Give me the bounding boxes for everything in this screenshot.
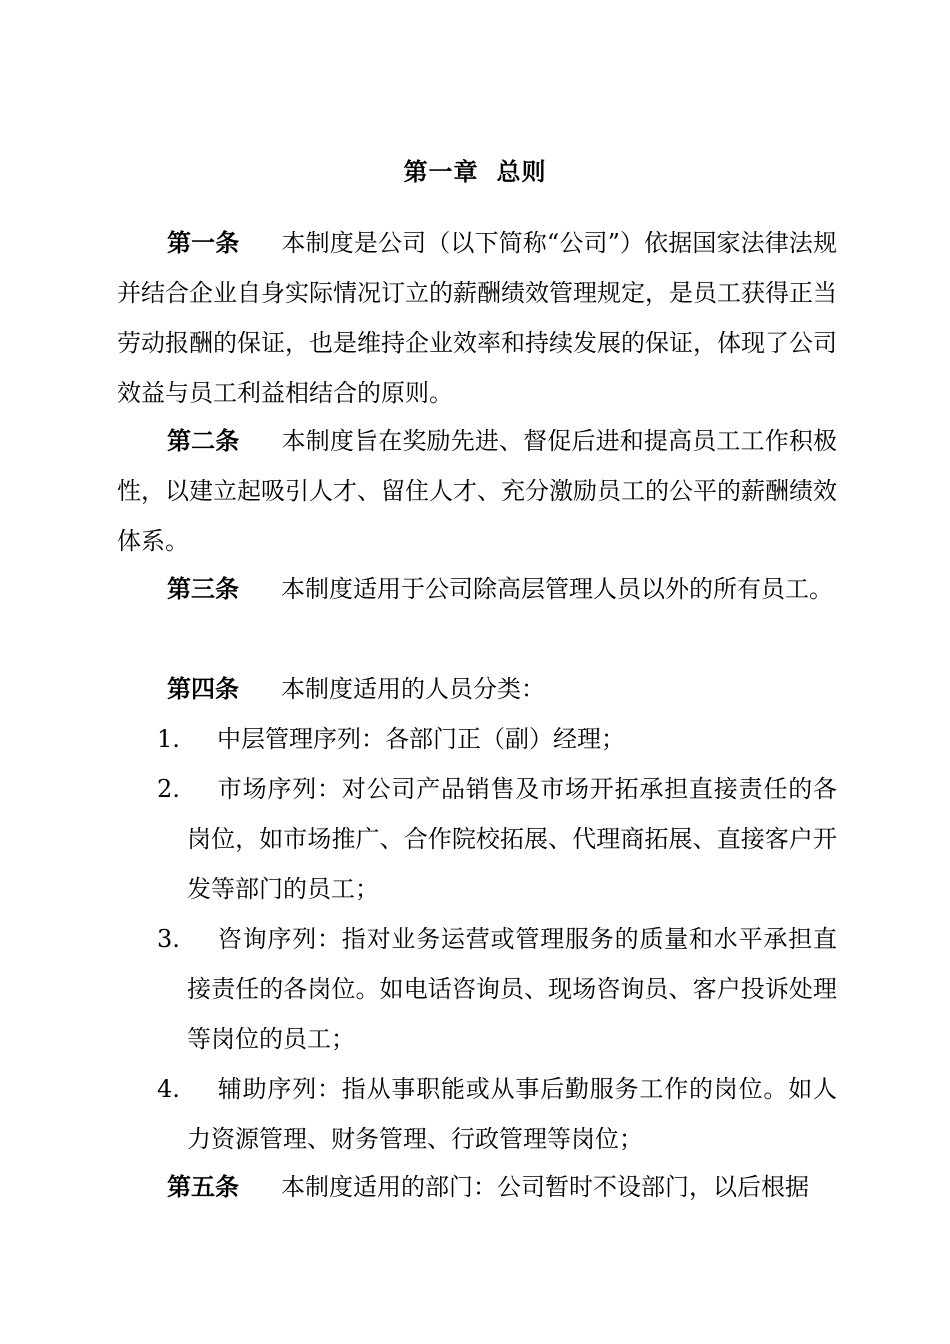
chapter-title	[0, 152, 950, 187]
list-item-text: 中层管理序列：各部门正（副）经理；	[217, 725, 625, 753]
article-number: 第一条	[167, 228, 240, 257]
article-2	[117, 416, 837, 566]
list-item	[157, 764, 837, 914]
list-marker: 3.	[157, 925, 180, 953]
article-number: 第五条	[167, 1172, 239, 1201]
list-item-text: 咨询序列：指对业务运营或管理服务的质量和水平承担直接责任的各岗位。如电话咨询员、现场咨询员、客户投诉处理等岗位的员工；	[187, 925, 837, 1053]
article-text: 本制度适用的部门：公司暂时不设部门，以后根据	[281, 1173, 809, 1201]
article-text: 本制度旨在奖励先进、督促后进和提高员工工作积极性，以建立起吸引人才、留住人才、充分激励员工的公平的薪酬绩效体系。	[117, 427, 838, 555]
article-text: 本制度适用于公司除高层管理人员以外的所有员工。	[281, 575, 833, 603]
list-item-text: 市场序列：对公司产品销售及市场开拓承担直接责任的各岗位，如市场推广、合作院校拓展、代理商拓展、直接客户开发等部门的员工；	[187, 775, 837, 903]
chapter-name: 总则	[496, 157, 547, 186]
list-marker: 4.	[157, 1075, 180, 1103]
article-1	[117, 218, 837, 418]
list-item	[157, 914, 837, 1064]
list-marker: 1.	[157, 725, 180, 753]
article-4	[117, 664, 837, 714]
article-3	[117, 564, 837, 614]
list-item	[157, 714, 837, 764]
list-item-text: 辅助序列：指从事职能或从事后勤服务工作的岗位。如人力资源管理、财务管理、行政管理等岗位；	[187, 1075, 837, 1153]
article-number: 第二条	[167, 426, 240, 455]
chapter-number: 第一章	[403, 157, 479, 186]
article-5	[117, 1162, 837, 1212]
list-item	[157, 1064, 837, 1164]
article-text: 本制度适用的人员分类：	[281, 675, 545, 703]
article-number: 第三条	[167, 574, 239, 603]
article-text: 本制度是公司（以下简称“公司”）依据国家法律法规并结合企业自身实际情况订立的薪酬绩效管理规定，是员工获得正当劳动报酬的保证，也是维持企业效率和持续发展的保证，体现了公司效益与员工利益相结合的原则。	[117, 229, 837, 407]
article-number: 第四条	[167, 674, 239, 703]
list-marker: 2.	[157, 775, 180, 803]
